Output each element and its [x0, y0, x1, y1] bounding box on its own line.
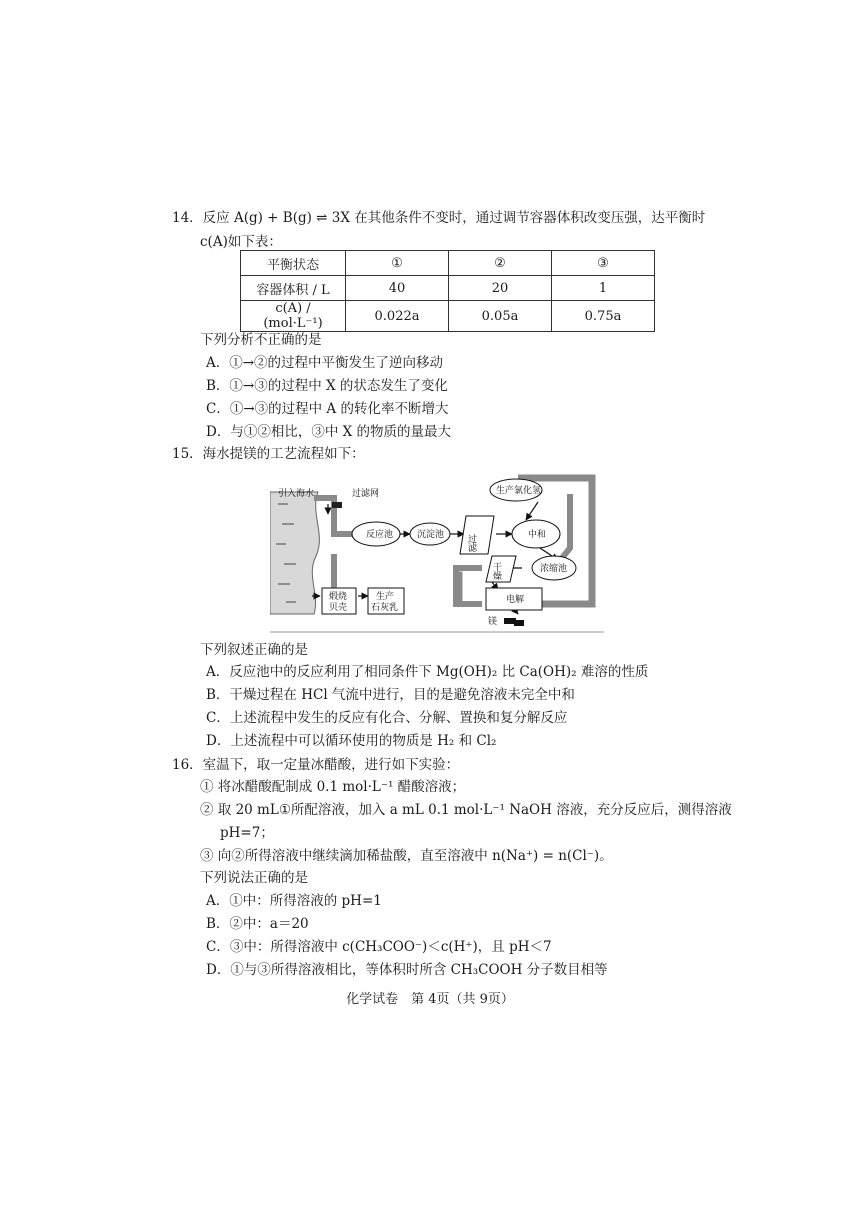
table-header-cell: ① — [346, 251, 449, 276]
q16-step-3: ③ 向②所得溶液中继续滴加稀盐酸，直至溶液中 n(Na⁺) = n(Cl⁻)。 — [200, 848, 613, 864]
neutralize-label: 中和 — [528, 530, 547, 540]
q16-stem: 16．室温下，取一定量冰醋酸，进行如下实验： — [172, 757, 460, 773]
table-row — [241, 301, 655, 332]
q15-option-d: D．上述流程中可以循环使用的物质是 H₂ 和 Cl₂ — [206, 733, 497, 749]
seawater-label: 引入海水 — [278, 489, 315, 499]
q16-option-a: A．①中：所得溶液的 pH=1 — [206, 893, 382, 909]
reaction-pool-label: 反应池 — [366, 530, 394, 540]
table-header-row — [241, 251, 655, 276]
table-header-cell: ② — [449, 251, 552, 276]
sea-coast-shape — [270, 492, 319, 614]
settling-pool-label: 沉淀池 — [417, 530, 445, 540]
q16-prompt: 下列说法正确的是 — [200, 870, 308, 886]
q16-option-b: B．②中：a＝20 — [206, 916, 309, 932]
table-cell: 容器体积 / L — [241, 276, 346, 301]
q16-step-2-continued: pH=7； — [220, 825, 274, 841]
table-row — [241, 276, 655, 301]
q14-option-c: C．①→③的过程中 A 的转化率不断增大 — [206, 401, 449, 417]
magnesium-label: 镁 — [488, 617, 498, 627]
table-header-cell: ③ — [552, 251, 655, 276]
concentrate-label: 浓缩池 — [540, 564, 568, 574]
shells-label-line2: 贝壳 — [329, 603, 348, 613]
lime-label-line2: 石灰乳 — [371, 603, 399, 613]
q14-option-b: B．①→③的过程中 X 的状态发生了变化 — [206, 378, 448, 394]
q14-option-d: D．与①②相比，③中 X 的物质的量最大 — [206, 424, 452, 440]
shells-label-line1: 煅烧 — [329, 592, 348, 602]
q14-prompt: 下列分析不正确的是 — [200, 332, 322, 348]
table-cell: 20 — [449, 276, 552, 301]
q16-option-d: D．①与③所得溶液相比，等体积时所含 CH₃COOH 分子数目相等 — [206, 962, 608, 978]
q16-option-c: C．③中：所得溶液中 c(CH₃COO⁻)＜c(H⁺)，且 pH＜7 — [206, 939, 552, 955]
table-cell: 0.022a — [346, 301, 449, 332]
hcl-label: 生产氯化氢 — [496, 486, 542, 496]
table-cell: 0.75a — [552, 301, 655, 332]
q16-step-2: ② 取 20 mL①所配溶液，加入 a mL 0.1 mol·L⁻¹ NaOH 溶液，充分反应后，测得溶液 — [200, 802, 732, 818]
table-header-cell: 平衡状态 — [241, 251, 346, 276]
table-cell: 0.05a — [449, 301, 552, 332]
electrolysis-label: 电解 — [506, 595, 525, 605]
table-cell: 40 — [346, 276, 449, 301]
magnesium-process-diagram — [270, 464, 604, 634]
filter-net-label: 过滤网 — [352, 489, 380, 499]
lime-label-line1: 生产 — [376, 592, 395, 602]
pipe-right-loop — [562, 494, 570, 558]
filter-label: 过滤 — [466, 534, 476, 552]
dry-label: 干燥 — [491, 562, 501, 580]
filter-net-shape — [332, 502, 342, 508]
q14-table — [240, 250, 655, 332]
q15-stem: 15．海水提镁的工艺流程如下： — [172, 446, 365, 462]
q15-option-b: B．干燥过程在 HCl 气流中进行，目的是避免溶液未完全中和 — [206, 687, 575, 703]
q14-stem-line2: c(A)如下表： — [200, 234, 282, 250]
q15-option-a: A．反应池中的反应利用了相同条件下 Mg(OH)₂ 比 Ca(OH)₂ 难溶的性质 — [206, 664, 649, 680]
table-cell: c(A) / (mol·L⁻¹) — [241, 301, 346, 332]
q14-stem-line1: 14．反应 A(g) + B(g) ⇌ 3X 在其他条件不变时，通过调节容器体积改变压强，达平衡时 — [172, 210, 706, 226]
table-cell: 1 — [552, 276, 655, 301]
q16-step-1: ① 将冰醋酸配制成 0.1 mol·L⁻¹ 醋酸溶液； — [200, 779, 466, 795]
q14-option-a: A．①→②的过程中平衡发生了逆向移动 — [206, 355, 444, 371]
page-footer: 化学试卷 第 4页（共 9页） — [346, 992, 514, 1007]
q15-option-c: C．上述流程中发生的反应有化合、分解、置换和复分解反应 — [206, 710, 568, 726]
q15-prompt: 下列叙述正确的是 — [200, 642, 308, 658]
